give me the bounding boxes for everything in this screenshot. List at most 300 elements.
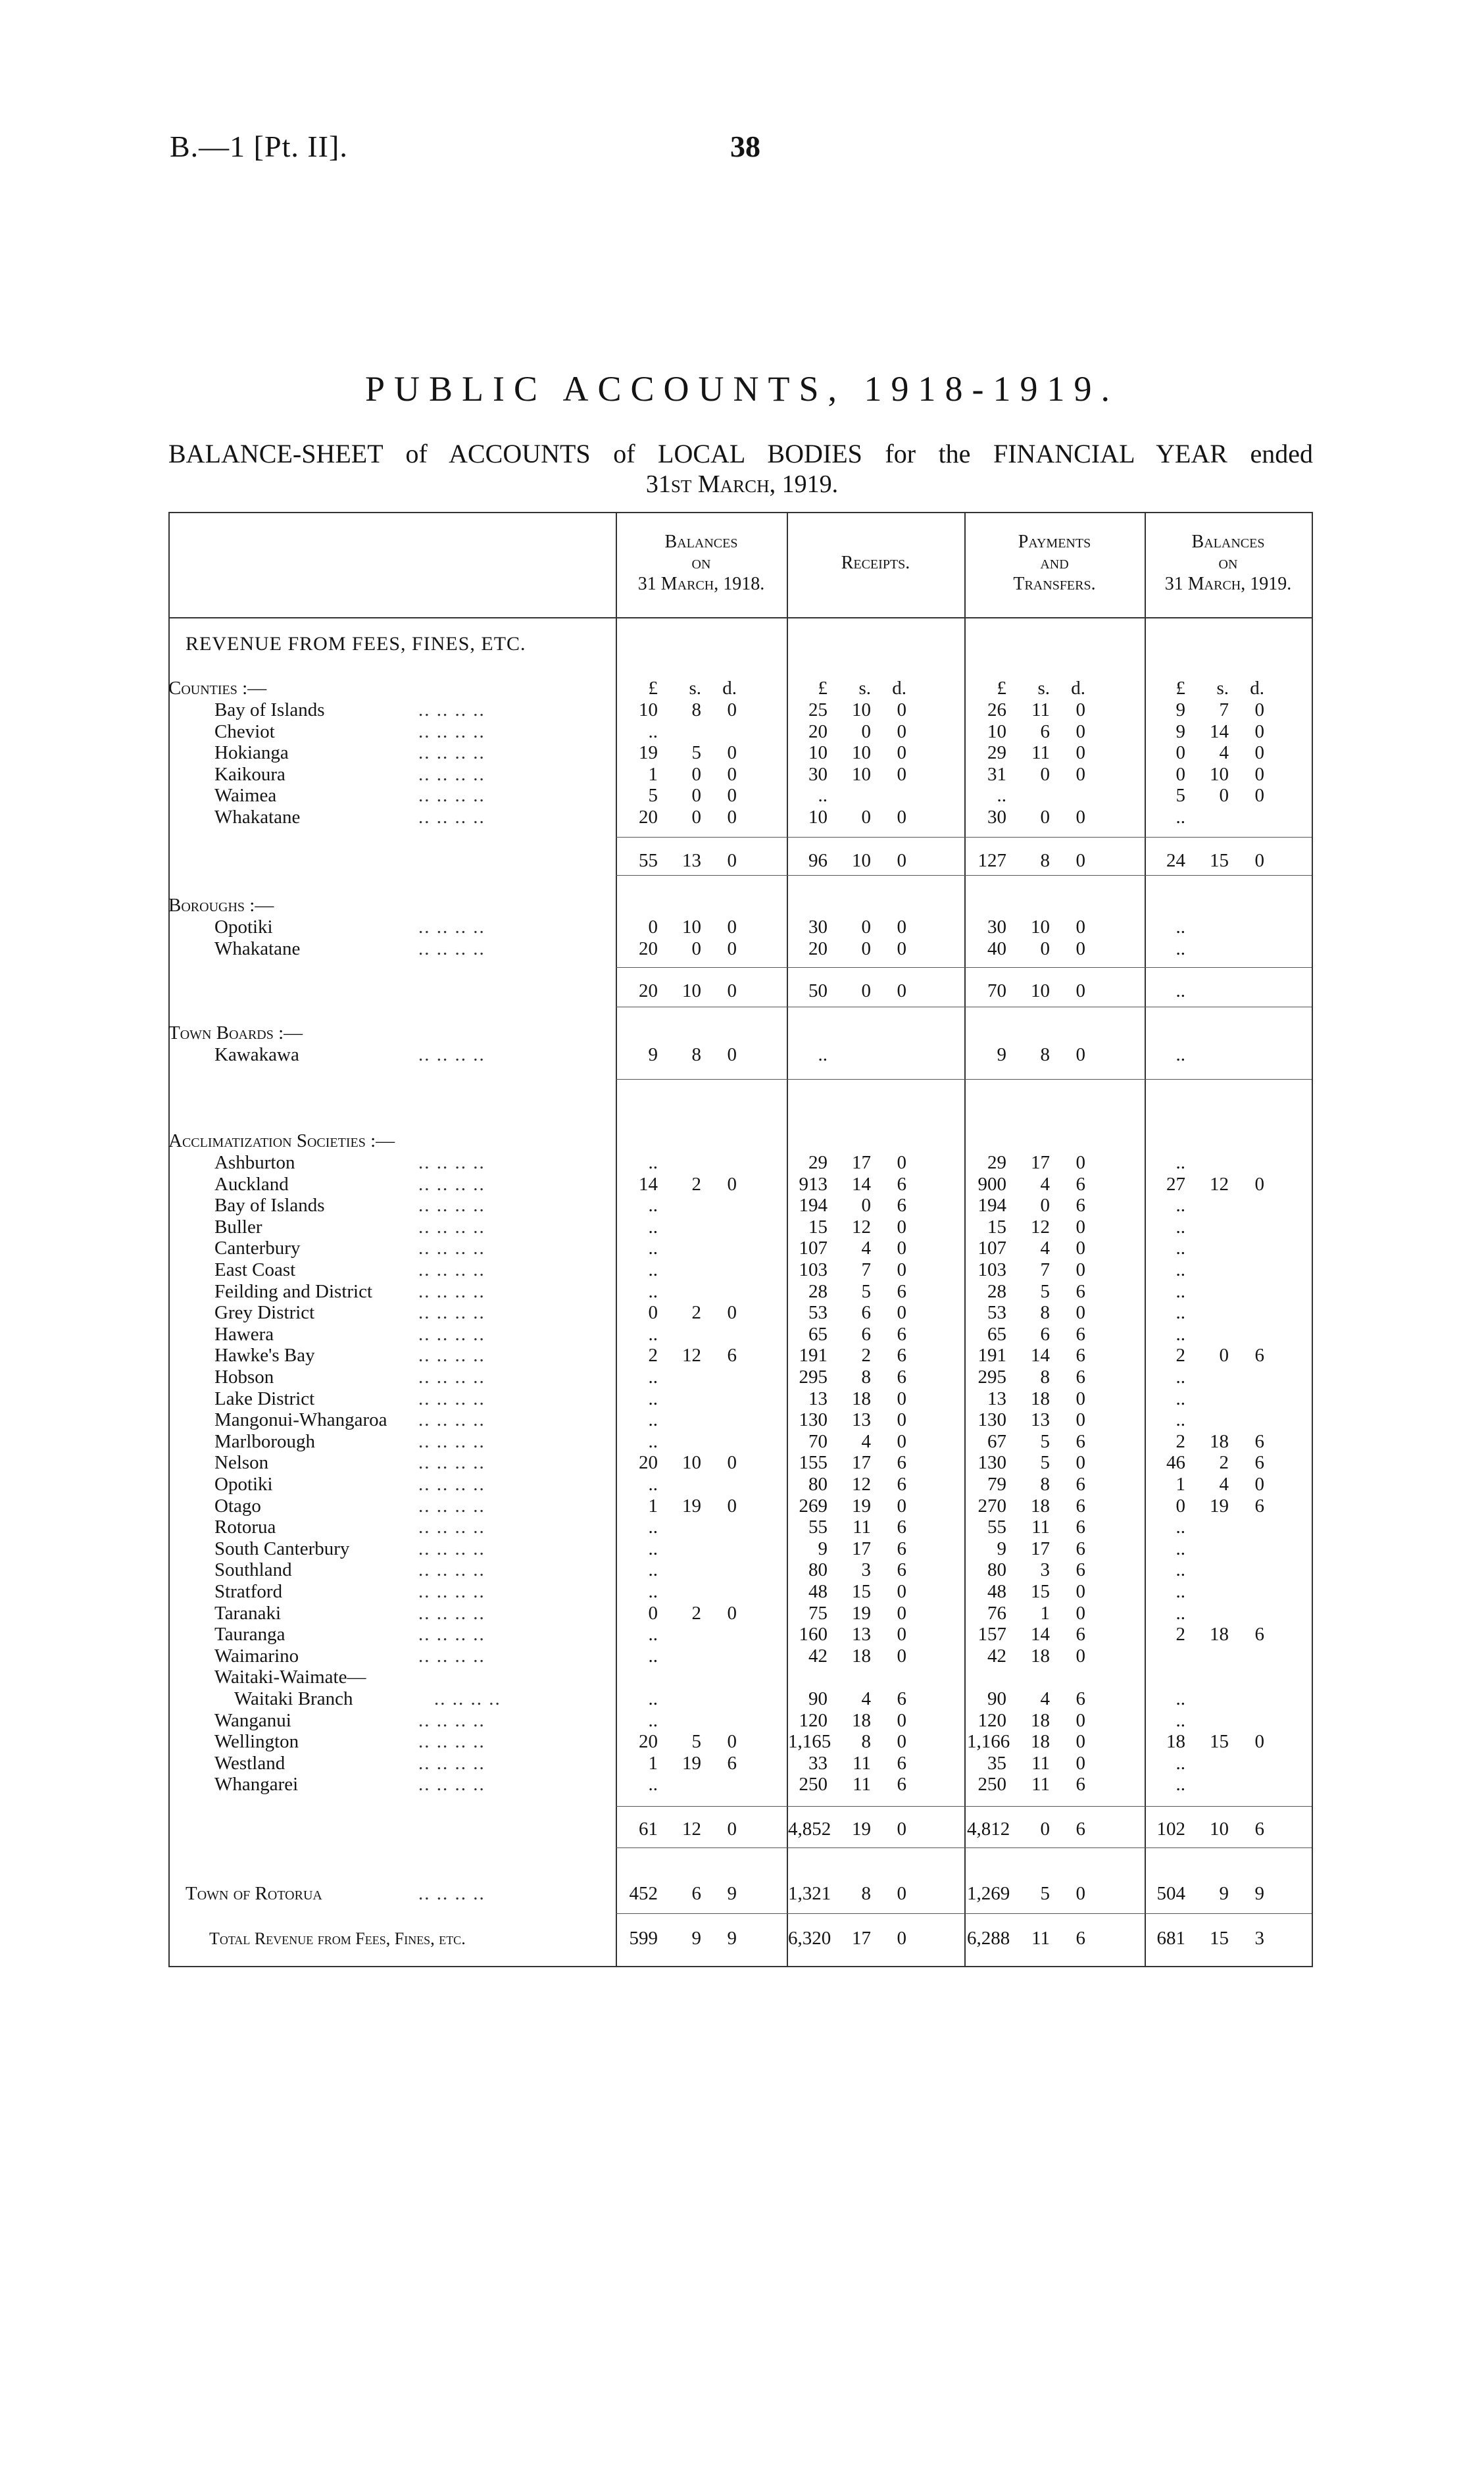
cell-rec-pence: 0 bbox=[897, 938, 906, 959]
row-label: Taranaki bbox=[214, 1603, 282, 1624]
grand-total-b18-pence: 9 bbox=[727, 1928, 737, 1949]
cell-rec-shillings: 18 bbox=[852, 1645, 871, 1667]
total-rec-pounds: 4,852 bbox=[788, 1819, 831, 1840]
cell-rec-shillings: 12 bbox=[852, 1474, 871, 1495]
unit-shillings: s. bbox=[1037, 678, 1050, 699]
table-row bbox=[0, 1238, 1484, 1259]
cell-b19-pounds: .. bbox=[1175, 917, 1185, 938]
cell-pay-shillings: 5 bbox=[1040, 1431, 1050, 1452]
cell-rec-pounds: 70 bbox=[808, 1431, 828, 1452]
cell-b18-pence: 0 bbox=[727, 1731, 737, 1752]
grand-total-b19-pence: 3 bbox=[1254, 1928, 1264, 1949]
column-heading-line: 31 March, 1919. bbox=[1164, 574, 1292, 594]
cell-pay-shillings: 11 bbox=[1031, 1517, 1050, 1538]
rotorua-b18-pounds: 452 bbox=[629, 1883, 658, 1904]
cell-rec-pence: 6 bbox=[897, 1281, 906, 1302]
dot-leaders: .. .. .. .. bbox=[418, 742, 485, 763]
column-heading-1 bbox=[616, 532, 787, 595]
dot-leaders: .. .. .. .. bbox=[418, 807, 485, 828]
cell-pay-pounds: 26 bbox=[987, 699, 1006, 720]
cell-pay-shillings: 17 bbox=[1031, 1152, 1050, 1173]
cell-pay-shillings: 18 bbox=[1031, 1495, 1050, 1517]
cell-b19-pence: 0 bbox=[1254, 785, 1264, 806]
cell-pay-pounds: 30 bbox=[987, 807, 1006, 828]
cell-pay-pounds: 30 bbox=[987, 917, 1006, 938]
row-label: Tauranga bbox=[214, 1624, 285, 1645]
cell-rec-pounds: 269 bbox=[799, 1495, 828, 1517]
cell-rec-pence: 0 bbox=[897, 1259, 906, 1280]
cell-pay-pounds: 130 bbox=[977, 1409, 1006, 1430]
cell-b19-pounds: 0 bbox=[1175, 764, 1185, 785]
cell-b18-pounds: .. bbox=[648, 1624, 658, 1645]
dot-leaders: .. .. .. .. bbox=[418, 1238, 485, 1259]
cell-b19-shillings: 12 bbox=[1210, 1174, 1229, 1195]
cell-pay-pence: 0 bbox=[1076, 1753, 1085, 1774]
cell-rec-pence: 0 bbox=[897, 1217, 906, 1238]
cell-b19-pence: 6 bbox=[1254, 1624, 1264, 1645]
cell-pay-pounds: 28 bbox=[987, 1281, 1006, 1302]
cell-pay-pounds: 103 bbox=[977, 1259, 1006, 1280]
dot-leaders: .. .. .. .. bbox=[434, 1688, 501, 1709]
dot-leaders: .. .. .. .. bbox=[418, 917, 485, 938]
row-label: South Canterbury bbox=[214, 1538, 350, 1559]
cell-pay-shillings: 6 bbox=[1040, 721, 1050, 742]
dot-leaders: .. .. .. .. bbox=[418, 1195, 485, 1216]
cell-b19-shillings: 18 bbox=[1210, 1431, 1229, 1452]
cell-b19-pounds: .. bbox=[1175, 1753, 1185, 1774]
cell-rec-pence: 6 bbox=[897, 1559, 906, 1580]
cell-b18-pounds: 0 bbox=[648, 1302, 658, 1323]
cell-rec-shillings: 13 bbox=[852, 1409, 871, 1430]
cell-pay-pounds: 48 bbox=[987, 1581, 1006, 1602]
column-heading-line: on bbox=[691, 553, 711, 573]
cell-b19-pounds: 5 bbox=[1175, 785, 1185, 806]
cell-pay-pence: 6 bbox=[1076, 1538, 1085, 1559]
unit-shillings: s. bbox=[689, 678, 701, 699]
cell-b19-pounds: 0 bbox=[1175, 1495, 1185, 1517]
cell-b18-pounds: .. bbox=[648, 1559, 658, 1580]
cell-rec-pounds: 130 bbox=[799, 1409, 828, 1430]
cell-pay-pounds: 55 bbox=[987, 1517, 1006, 1538]
cell-pay-pounds: 13 bbox=[987, 1388, 1006, 1409]
table-row bbox=[0, 721, 1484, 743]
cell-b18-pence: 6 bbox=[727, 1345, 737, 1366]
cell-b19-pounds: .. bbox=[1175, 1259, 1185, 1280]
cell-rec-pounds: 80 bbox=[808, 1559, 828, 1580]
cell-b19-pounds: 2 bbox=[1175, 1345, 1185, 1366]
row-label: Waitaki Branch bbox=[234, 1688, 353, 1709]
cell-b19-shillings: 0 bbox=[1219, 785, 1229, 806]
unit-shillings: s. bbox=[858, 678, 871, 699]
column-heading-line: Receipts. bbox=[841, 553, 910, 573]
total-b18-shillings: 10 bbox=[682, 980, 701, 1001]
cell-b19-pence: 6 bbox=[1254, 1345, 1264, 1366]
cell-rec-pence: 6 bbox=[897, 1195, 906, 1216]
cell-b18-pounds: 20 bbox=[639, 1731, 658, 1752]
cell-pay-pence: 0 bbox=[1076, 1409, 1085, 1430]
cell-b18-pounds: 20 bbox=[639, 938, 658, 959]
cell-b18-shillings: 2 bbox=[691, 1302, 701, 1323]
table-row bbox=[0, 1667, 1484, 1688]
cell-pay-shillings: 0 bbox=[1040, 807, 1050, 828]
grand-total-pay-shillings: 11 bbox=[1031, 1928, 1050, 1949]
group-heading: Counties :— bbox=[168, 678, 267, 699]
total-b19-pence: 6 bbox=[1254, 1819, 1264, 1840]
grand-total-rec-shillings: 17 bbox=[852, 1928, 871, 1949]
grand-total-row bbox=[0, 1928, 1484, 1949]
cell-rec-pence: 6 bbox=[897, 1517, 906, 1538]
cell-pay-pence: 0 bbox=[1076, 742, 1085, 763]
dot-leaders: .. .. .. .. bbox=[418, 938, 485, 959]
total-rec-pence: 0 bbox=[897, 980, 906, 1001]
table-row bbox=[0, 938, 1484, 960]
total-pay-pounds: 127 bbox=[977, 850, 1006, 871]
cell-rec-shillings: 18 bbox=[852, 1388, 871, 1409]
group-total-row bbox=[0, 980, 1484, 1002]
unit-pence: d. bbox=[1071, 678, 1085, 699]
cell-rec-shillings: 4 bbox=[861, 1238, 871, 1259]
cell-rec-pence: 0 bbox=[897, 1731, 906, 1752]
cell-b18-pence: 0 bbox=[727, 1044, 737, 1065]
group-total-row bbox=[0, 850, 1484, 872]
cell-pay-pence: 0 bbox=[1076, 1731, 1085, 1752]
dot-leaders: .. .. .. .. bbox=[418, 764, 485, 785]
page-number: 38 bbox=[730, 130, 760, 163]
cell-pay-pounds: 40 bbox=[987, 938, 1006, 959]
rotorua-rule bbox=[616, 1913, 1312, 1914]
cell-pay-pence: 0 bbox=[1076, 1603, 1085, 1624]
group-heading-row bbox=[0, 895, 1484, 917]
dot-leaders: .. .. .. .. bbox=[418, 1559, 485, 1580]
dot-leaders: .. .. .. .. bbox=[418, 785, 485, 806]
cell-pay-shillings: 0 bbox=[1040, 938, 1050, 959]
cell-pay-shillings: 18 bbox=[1031, 1645, 1050, 1667]
cell-b19-pence: 6 bbox=[1254, 1452, 1264, 1473]
column-heading-line bbox=[790, 574, 961, 595]
dot-leaders: .. .. .. .. bbox=[418, 1731, 485, 1752]
cell-b19-pounds: .. bbox=[1175, 1603, 1185, 1624]
cell-rec-pounds: 9 bbox=[818, 1538, 828, 1559]
table-row bbox=[0, 1044, 1484, 1066]
total-b19-pounds: 102 bbox=[1156, 1819, 1185, 1840]
table-row bbox=[0, 785, 1484, 807]
cell-pay-pounds: 900 bbox=[977, 1174, 1006, 1195]
grand-total-b18-shillings: 9 bbox=[691, 1928, 701, 1949]
table-row bbox=[0, 742, 1484, 764]
cell-rec-pounds: 15 bbox=[808, 1217, 828, 1238]
cell-pay-pence: 6 bbox=[1076, 1345, 1085, 1366]
cell-b18-pounds: .. bbox=[648, 1710, 658, 1731]
cell-pay-pence: 0 bbox=[1076, 917, 1085, 938]
row-label: Feilding and District bbox=[214, 1281, 373, 1302]
cell-pay-pounds: 67 bbox=[987, 1431, 1006, 1452]
cell-pay-shillings: 14 bbox=[1031, 1345, 1050, 1366]
cell-rec-pounds: 55 bbox=[808, 1517, 828, 1538]
total-rec-shillings: 10 bbox=[852, 850, 871, 871]
cell-b19-pounds: 9 bbox=[1175, 699, 1185, 720]
cell-rec-pence: 0 bbox=[897, 1603, 906, 1624]
cell-pay-pence: 0 bbox=[1076, 764, 1085, 785]
cell-rec-pounds: 29 bbox=[808, 1152, 828, 1173]
table-row bbox=[0, 1603, 1484, 1624]
group-rule bbox=[616, 1079, 1312, 1080]
cell-b19-pounds: .. bbox=[1175, 1688, 1185, 1709]
cell-rec-pounds: 160 bbox=[799, 1624, 828, 1645]
cell-pay-pence: 0 bbox=[1076, 1710, 1085, 1731]
cell-pay-pence: 6 bbox=[1076, 1688, 1085, 1709]
table-row bbox=[0, 1217, 1484, 1238]
cell-pay-pence: 0 bbox=[1076, 938, 1085, 959]
row-label: Grey District bbox=[214, 1302, 315, 1323]
cell-b18-pounds: 1 bbox=[648, 764, 658, 785]
total-rec-shillings: 0 bbox=[861, 980, 871, 1001]
table-row bbox=[0, 1474, 1484, 1495]
table-row bbox=[0, 1624, 1484, 1645]
cell-pay-pence: 6 bbox=[1076, 1174, 1085, 1195]
total-b18-pence: 0 bbox=[727, 980, 737, 1001]
table-top-rule bbox=[168, 512, 1313, 513]
cell-rec-pence: 0 bbox=[897, 1710, 906, 1731]
cell-b18-pounds: .. bbox=[648, 1281, 658, 1302]
row-label: East Coast bbox=[214, 1259, 296, 1280]
dot-leaders: .. .. .. .. bbox=[418, 1152, 485, 1173]
cell-b18-pounds: 0 bbox=[648, 917, 658, 938]
cell-b18-pounds: .. bbox=[648, 1409, 658, 1430]
row-label: Lake District bbox=[214, 1388, 315, 1409]
cell-b18-shillings: 12 bbox=[682, 1345, 701, 1366]
total-rec-shillings: 19 bbox=[852, 1819, 871, 1840]
table-row bbox=[0, 1324, 1484, 1345]
cell-rec-pence: 0 bbox=[897, 721, 906, 742]
cell-b18-pounds: .. bbox=[648, 1474, 658, 1495]
cell-pay-shillings: 1 bbox=[1040, 1603, 1050, 1624]
cell-rec-pence: 6 bbox=[897, 1474, 906, 1495]
total-b18-pounds: 20 bbox=[639, 980, 658, 1001]
total-pay-pence: 6 bbox=[1076, 1819, 1085, 1840]
total-b19-pounds: .. bbox=[1175, 980, 1185, 1001]
total-b18-shillings: 12 bbox=[682, 1819, 701, 1840]
cell-rec-shillings: 11 bbox=[853, 1517, 871, 1538]
cell-b19-pounds: .. bbox=[1175, 1044, 1185, 1065]
cell-b18-pence: 0 bbox=[727, 807, 737, 828]
table-row bbox=[0, 1152, 1484, 1174]
cell-b18-shillings: 19 bbox=[682, 1495, 701, 1517]
rotorua-rec-shillings: 8 bbox=[861, 1883, 871, 1904]
cell-rec-pounds: 103 bbox=[799, 1259, 828, 1280]
row-label: Mangonui-Whangaroa bbox=[214, 1409, 387, 1430]
cell-b19-pounds: .. bbox=[1175, 1195, 1185, 1216]
cell-b18-pence: 0 bbox=[727, 764, 737, 785]
cell-pay-shillings: 0 bbox=[1040, 1195, 1050, 1216]
cell-pay-pounds: 29 bbox=[987, 1152, 1006, 1173]
cell-b19-pence: 6 bbox=[1254, 1431, 1264, 1452]
column-heading-line: 31 March, 1918. bbox=[637, 574, 765, 594]
cell-rec-pounds: 33 bbox=[808, 1753, 828, 1774]
cell-b18-pounds: .. bbox=[648, 1367, 658, 1388]
row-label: Total Revenue from Fees, Fines, etc. bbox=[209, 1929, 466, 1948]
unit-pounds: £ bbox=[648, 678, 658, 699]
cell-pay-pence: 6 bbox=[1076, 1281, 1085, 1302]
cell-pay-shillings: 8 bbox=[1040, 1302, 1050, 1323]
grand-total-b19-pounds: 681 bbox=[1156, 1928, 1185, 1949]
dot-leaders: .. .. .. .. bbox=[418, 1538, 485, 1559]
cell-rec-pounds: 65 bbox=[808, 1324, 828, 1345]
row-label: Wanganui bbox=[214, 1710, 291, 1731]
total-pay-shillings: 8 bbox=[1040, 850, 1050, 871]
cell-b19-pence: 0 bbox=[1254, 1174, 1264, 1195]
cell-b18-shillings: 8 bbox=[691, 1044, 701, 1065]
cell-pay-pounds: .. bbox=[997, 785, 1006, 806]
group-rule bbox=[616, 967, 1312, 968]
cell-pay-pounds: 270 bbox=[977, 1495, 1006, 1517]
cell-rec-shillings: 11 bbox=[853, 1774, 871, 1795]
cell-rec-shillings: 3 bbox=[861, 1559, 871, 1580]
cell-b18-shillings: 10 bbox=[682, 917, 701, 938]
total-pay-shillings: 10 bbox=[1031, 980, 1050, 1001]
cell-rec-pounds: 250 bbox=[799, 1774, 828, 1795]
cell-rec-pounds: 10 bbox=[808, 807, 828, 828]
cell-b18-pounds: 1 bbox=[648, 1495, 658, 1517]
table-row bbox=[0, 1452, 1484, 1474]
group-heading-row bbox=[0, 1022, 1484, 1044]
cell-rec-pounds: .. bbox=[818, 785, 828, 806]
cell-pay-pounds: 35 bbox=[987, 1753, 1006, 1774]
cell-rec-pence: 0 bbox=[897, 1581, 906, 1602]
row-label: Kaikoura bbox=[214, 764, 285, 785]
table-row bbox=[0, 1517, 1484, 1538]
row-label: Kawakawa bbox=[214, 1044, 299, 1065]
cell-b18-shillings: 19 bbox=[682, 1753, 701, 1774]
cell-rec-shillings: 14 bbox=[852, 1174, 871, 1195]
cell-pay-shillings: 8 bbox=[1040, 1474, 1050, 1495]
dot-leaders: .. .. .. .. bbox=[418, 1645, 485, 1667]
cell-pay-pounds: 1,166 bbox=[967, 1731, 1010, 1752]
cell-pay-shillings: 6 bbox=[1040, 1324, 1050, 1345]
cell-b18-pence: 0 bbox=[727, 1302, 737, 1323]
cell-rec-pence: 0 bbox=[897, 807, 906, 828]
cell-b19-pounds: .. bbox=[1175, 938, 1185, 959]
cell-b18-pence: 0 bbox=[727, 917, 737, 938]
total-b18-pounds: 55 bbox=[639, 850, 658, 871]
unit-shillings: s. bbox=[1216, 678, 1229, 699]
table-row bbox=[0, 1431, 1484, 1453]
cell-pay-shillings: 3 bbox=[1040, 1559, 1050, 1580]
page-title: PUBLIC ACCOUNTS, 1918-1919. bbox=[364, 369, 1120, 409]
cell-rec-pence: 0 bbox=[897, 1624, 906, 1645]
row-label: Marlborough bbox=[214, 1431, 316, 1452]
table-row bbox=[0, 1259, 1484, 1281]
cell-rec-shillings: 17 bbox=[852, 1452, 871, 1473]
cell-b19-shillings: 19 bbox=[1210, 1495, 1229, 1517]
cell-b18-pence: 0 bbox=[727, 938, 737, 959]
cell-pay-pence: 6 bbox=[1076, 1774, 1085, 1795]
cell-b18-pounds: 9 bbox=[648, 1044, 658, 1065]
cell-b18-pounds: .. bbox=[648, 1517, 658, 1538]
dot-leaders: .. .. .. .. bbox=[418, 1367, 485, 1388]
rotorua-b18-pence: 9 bbox=[727, 1883, 737, 1904]
cell-pay-shillings: 12 bbox=[1031, 1217, 1050, 1238]
cell-b19-pence: 0 bbox=[1254, 1731, 1264, 1752]
grand-total-b19-shillings: 15 bbox=[1210, 1928, 1229, 1949]
cell-pay-pence: 6 bbox=[1076, 1495, 1085, 1517]
cell-rec-shillings: 13 bbox=[852, 1624, 871, 1645]
cell-rec-shillings: 8 bbox=[861, 1367, 871, 1388]
table-row bbox=[0, 1731, 1484, 1753]
dot-leaders: .. .. .. .. bbox=[418, 1044, 485, 1065]
cell-rec-pence: 6 bbox=[897, 1174, 906, 1195]
cell-pay-pounds: 76 bbox=[987, 1603, 1006, 1624]
cell-b19-shillings: 2 bbox=[1219, 1452, 1229, 1473]
cell-pay-pence: 0 bbox=[1076, 807, 1085, 828]
cell-b19-pence: 0 bbox=[1254, 742, 1264, 763]
row-label: Rotorua bbox=[214, 1517, 276, 1538]
column-heading-line: Transfers. bbox=[1013, 574, 1096, 594]
cell-b18-shillings: 0 bbox=[691, 807, 701, 828]
rotorua-pay-shillings: 5 bbox=[1040, 1883, 1050, 1904]
total-pay-pounds: 70 bbox=[987, 980, 1006, 1001]
cell-pay-pence: 0 bbox=[1076, 1452, 1085, 1473]
table-row bbox=[0, 1710, 1484, 1732]
cell-pay-shillings: 11 bbox=[1031, 699, 1050, 720]
row-label: Cheviot bbox=[214, 721, 275, 742]
total-b18-shillings: 13 bbox=[682, 850, 701, 871]
cell-b19-pounds: .. bbox=[1175, 807, 1185, 828]
cell-rec-pence: 6 bbox=[897, 1774, 906, 1795]
table-row bbox=[0, 1645, 1484, 1667]
cell-b18-shillings: 8 bbox=[691, 699, 701, 720]
cell-b19-pounds: .. bbox=[1175, 1559, 1185, 1580]
cell-b19-pence: 0 bbox=[1254, 764, 1264, 785]
table-row bbox=[0, 1495, 1484, 1517]
cell-rec-pence: 6 bbox=[897, 1538, 906, 1559]
cell-rec-shillings: 6 bbox=[861, 1324, 871, 1345]
cell-b18-pounds: .. bbox=[648, 1152, 658, 1173]
cell-b19-shillings: 14 bbox=[1210, 721, 1229, 742]
table-row bbox=[0, 807, 1484, 828]
cell-b18-pounds: .. bbox=[648, 1217, 658, 1238]
row-label: Bay of Islands bbox=[214, 1195, 325, 1216]
cell-pay-shillings: 18 bbox=[1031, 1388, 1050, 1409]
table-row bbox=[0, 1195, 1484, 1217]
cell-pay-pounds: 9 bbox=[997, 1538, 1006, 1559]
cell-b19-pounds: .. bbox=[1175, 1281, 1185, 1302]
table-row bbox=[0, 1345, 1484, 1367]
cell-pay-shillings: 14 bbox=[1031, 1624, 1050, 1645]
cell-b19-pence: 0 bbox=[1254, 721, 1264, 742]
cell-rec-pounds: 191 bbox=[799, 1345, 828, 1366]
row-label: Hawera bbox=[214, 1324, 274, 1345]
cell-rec-pounds: 295 bbox=[799, 1367, 828, 1388]
cell-b18-pounds: .. bbox=[648, 1324, 658, 1345]
cell-rec-pounds: 53 bbox=[808, 1302, 828, 1323]
row-label: Hawke's Bay bbox=[214, 1345, 315, 1366]
cell-pay-shillings: 11 bbox=[1031, 1753, 1050, 1774]
cell-rec-pence: 0 bbox=[897, 1495, 906, 1517]
dot-leaders: .. .. .. .. bbox=[418, 1174, 485, 1195]
cell-rec-pence: 0 bbox=[897, 1238, 906, 1259]
cell-b19-pounds: .. bbox=[1175, 1324, 1185, 1345]
dot-leaders: .. .. .. .. bbox=[418, 1474, 485, 1495]
cell-pay-pounds: 157 bbox=[977, 1624, 1006, 1645]
cell-b19-pounds: 0 bbox=[1175, 742, 1185, 763]
cell-pay-shillings: 4 bbox=[1040, 1238, 1050, 1259]
cell-rec-shillings: 0 bbox=[861, 807, 871, 828]
total-b19-shillings: 15 bbox=[1210, 850, 1229, 871]
cell-b18-pence: 0 bbox=[727, 785, 737, 806]
grand-total-pay-pence: 6 bbox=[1076, 1928, 1085, 1949]
unit-pence: d. bbox=[722, 678, 737, 699]
cell-pay-pounds: 120 bbox=[977, 1710, 1006, 1731]
